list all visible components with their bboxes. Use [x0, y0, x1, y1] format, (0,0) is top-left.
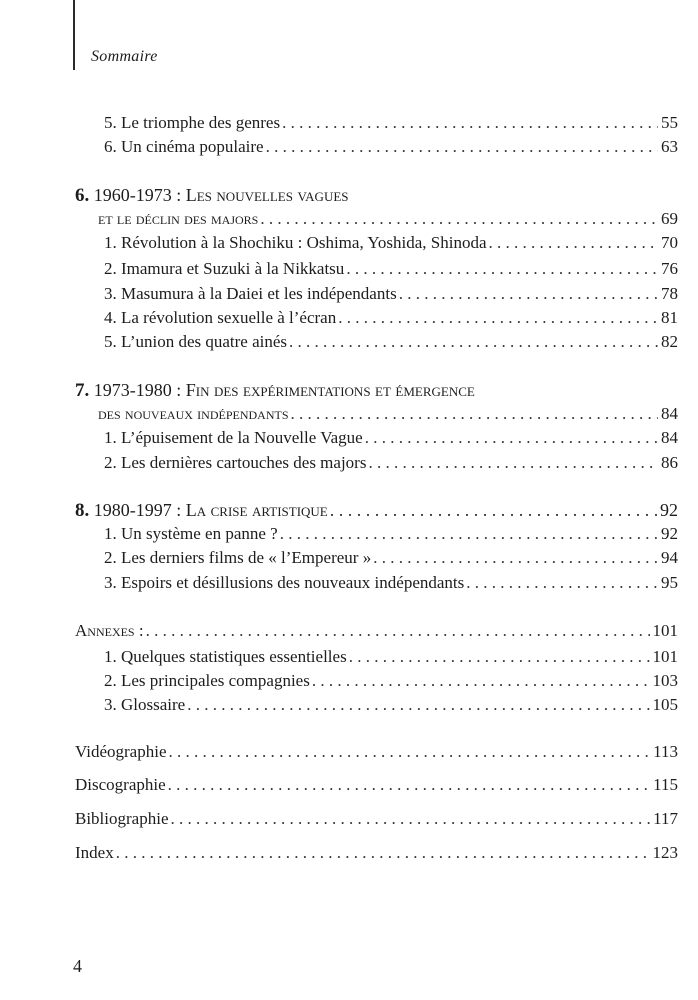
- toc-entry: 3. Glossaire . . . 105: [104, 693, 678, 717]
- page-ref: 92: [661, 524, 678, 543]
- page-ref: 101: [652, 621, 678, 640]
- toc-entry: des nouveaux indépendants . . . 84: [98, 402, 678, 426]
- page-number: 4: [73, 956, 82, 976]
- page-ref: 78: [661, 284, 678, 303]
- page-ref: 81: [661, 308, 678, 327]
- toc-entry: 2. Les dernières cartouches des majors . . . 86: [104, 451, 678, 475]
- toc-entry: et le déclin des majors . . . 69: [98, 207, 678, 231]
- toc-entry: Index . . . 123: [75, 841, 678, 865]
- page-ref: 115: [653, 775, 678, 794]
- page-ref: 113: [653, 742, 678, 761]
- page-ref: 105: [652, 695, 678, 714]
- toc-entry: Annexes : . . . 101: [75, 619, 678, 643]
- toc-entry: 8. 1980-1997 : La crise artistique . . . 92: [75, 498, 678, 523]
- page-ref: 55: [661, 113, 678, 132]
- chapter-heading: 6. 1960-1973 : Les nouvelles vagues: [75, 185, 349, 206]
- toc-entry: Vidéographie . . . 113: [75, 740, 678, 764]
- chapter-heading: 7. 1973-1980 : Fin des expérimentations et émergence: [75, 380, 475, 401]
- toc-entry: 6. Un cinéma populaire . . . 63: [104, 135, 678, 159]
- toc-entry: 1. Un système en panne ? . . . 92: [104, 522, 678, 546]
- toc-entry: 3. Masumura à la Daiei et les indépendants . . . 78: [104, 282, 678, 306]
- toc-entry: Bibliographie . . . 117: [75, 807, 678, 831]
- margin-rule: [73, 0, 75, 70]
- page-ref: 94: [661, 548, 678, 567]
- page-ref: 82: [661, 332, 678, 351]
- page-ref: 92: [660, 500, 678, 520]
- toc-entry: 3. Espoirs et désillusions des nouveaux indépendants . . . 95: [104, 571, 678, 595]
- toc-entry: 2. Les derniers films de « l’Empereur » . . . 94: [104, 546, 678, 570]
- page-ref: 70: [661, 233, 678, 252]
- page-ref: 95: [661, 573, 678, 592]
- toc-entry: 2. Les principales compagnies . . . 103: [104, 669, 678, 693]
- page-ref: 86: [661, 453, 678, 472]
- toc-entry: 1. Révolution à la Shochiku : Oshima, Yoshida, Shinoda . . . 70: [104, 231, 678, 255]
- page-ref: 123: [652, 843, 678, 862]
- toc-entry: 5. Le triomphe des genres . . . 55: [104, 111, 678, 135]
- toc-entry: 1. Quelques statistiques essentielles . . . 101: [104, 645, 678, 669]
- page-ref: 63: [661, 137, 678, 156]
- toc-entry: Discographie . . . 115: [75, 773, 678, 797]
- running-head: Sommaire: [91, 48, 158, 65]
- page-ref: 84: [661, 404, 678, 423]
- toc-entry: 4. La révolution sexuelle à l’écran . . . 81: [104, 306, 678, 330]
- page-ref: 84: [661, 428, 678, 447]
- toc-entry: 5. L’union des quatre ainés . . . 82: [104, 330, 678, 354]
- page-ref: 76: [661, 259, 678, 278]
- toc-entry: 1. L’épuisement de la Nouvelle Vague . . . 84: [104, 426, 678, 450]
- toc-entry: 2. Imamura et Suzuki à la Nikkatsu . . . 76: [104, 257, 678, 281]
- page-ref: 103: [652, 671, 678, 690]
- page-ref: 101: [652, 647, 678, 666]
- page-ref: 117: [653, 809, 678, 828]
- page-ref: 69: [661, 209, 678, 228]
